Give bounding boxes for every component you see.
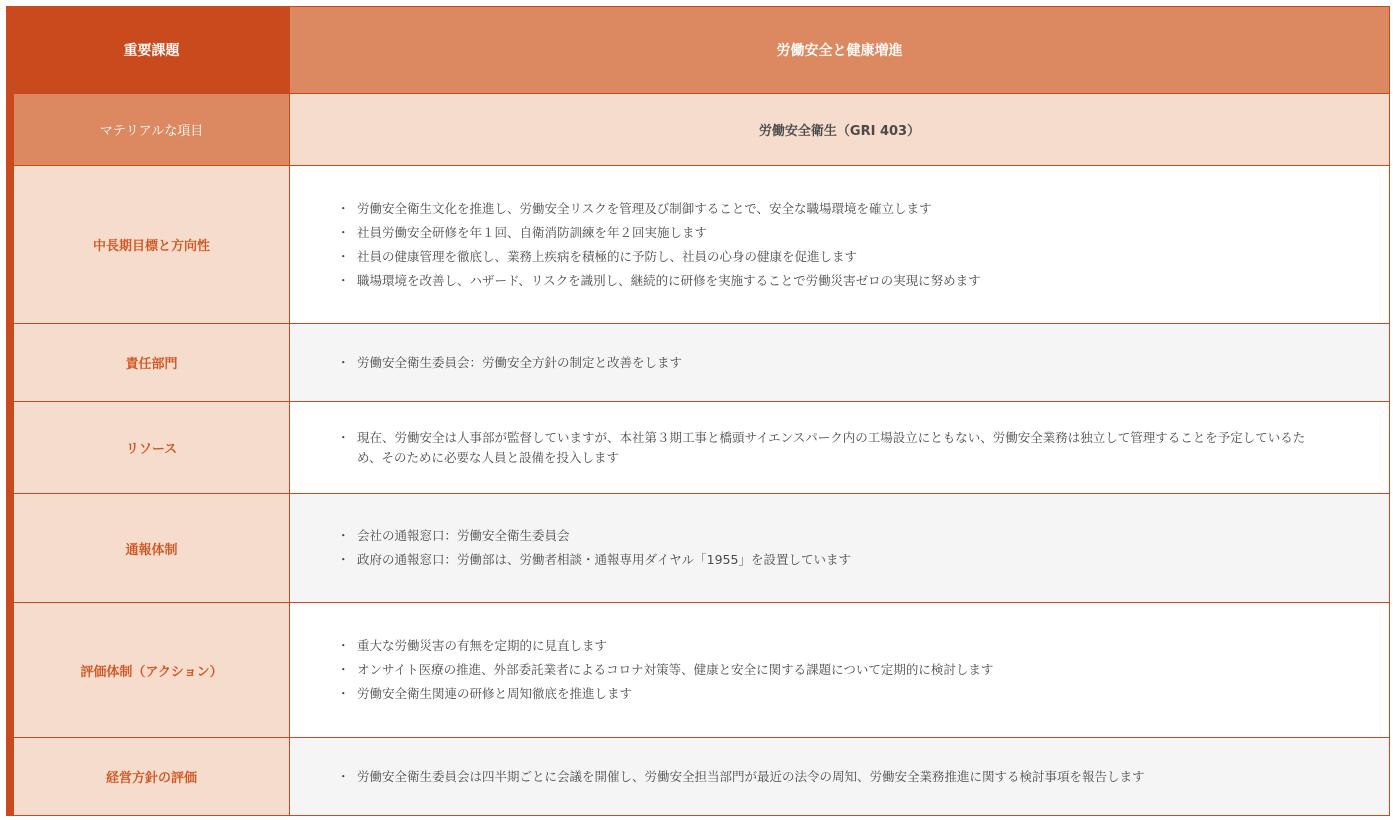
row-label: リソース — [14, 402, 290, 494]
bullet-list — [343, 428, 1309, 468]
list-item: ・ 会社の通報窓口：労働安全衛生委員会 — [343, 526, 1309, 546]
materiality-table — [13, 6, 1390, 816]
list-item: ・ 労働安全衛生関連の研修と周知徹底を推進します — [343, 684, 1309, 704]
row-label: 評価体制（アクション） — [14, 603, 290, 738]
table-row — [14, 738, 1390, 816]
bullet-list — [343, 199, 1309, 291]
row-label: 経営方針の評価 — [14, 738, 290, 816]
list-item: ・ 職場環境を改善し、ハザード、リスクを識別し、継続的に研修を実施することで労働災害ゼロの実現に努めます — [343, 271, 1309, 291]
list-item: ・ 政府の通報窓口：労働部は、労働者相談・通報専用ダイヤル「1955」を設置しています — [343, 550, 1309, 570]
bullet-list — [343, 767, 1309, 787]
list-item: ・ 社員労働安全研修を年１回、自衛消防訓練を年２回実施します — [343, 223, 1309, 243]
list-item: ・ 社員の健康管理を徹底し、業務上疾病を積極的に予防し、社員の心身の健康を促進します — [343, 247, 1309, 267]
row-label: 中長期目標と方向性 — [14, 166, 290, 324]
list-item: ・ 現在、労働安全は人事部が監督していますが、本社第３期工事と橋頭サイエンスパーク内の工場設立にともない、労働安全業務は独立して管理することを予定しているため、そのために必要な人員と設備を投入します — [343, 428, 1309, 468]
list-item: ・ 労働安全衛生文化を推進し、労働安全リスクを管理及び制御することで、安全な職場環境を確立します — [343, 199, 1309, 219]
material-key: マテリアルな項目 — [14, 94, 290, 166]
table-frame — [6, 6, 1389, 816]
table-row — [14, 603, 1390, 738]
bullet-list — [343, 636, 1309, 704]
bullet-list — [343, 353, 1309, 373]
row-label: 通報体制 — [14, 494, 290, 603]
list-item: ・ 重大な労働災害の有無を定期的に見直します — [343, 636, 1309, 656]
list-item: ・ 労働安全衛生委員会は四半期ごとに会議を開催し、労働安全担当部門が最近の法令の周知、労働安全業務推進に関する検討事項を報告します — [343, 767, 1309, 787]
table-row — [14, 402, 1390, 494]
table-row — [14, 494, 1390, 603]
header-value: 労働安全と健康増進 — [290, 7, 1390, 94]
bullet-list — [343, 526, 1309, 570]
table-row — [14, 324, 1390, 402]
table-row — [14, 166, 1390, 324]
list-item: ・ 労働安全衛生委員会：労働安全方針の制定と改善をします — [343, 353, 1309, 373]
list-item: ・ オンサイト医療の推進、外部委託業者によるコロナ対策等、健康と安全に関する課題について定期的に検討します — [343, 660, 1309, 680]
material-value: 労働安全衛生（GRI 403） — [290, 94, 1390, 166]
header-key: 重要課題 — [14, 7, 290, 94]
header-row — [14, 7, 1390, 94]
row-label: 責任部門 — [14, 324, 290, 402]
material-row — [14, 94, 1390, 166]
